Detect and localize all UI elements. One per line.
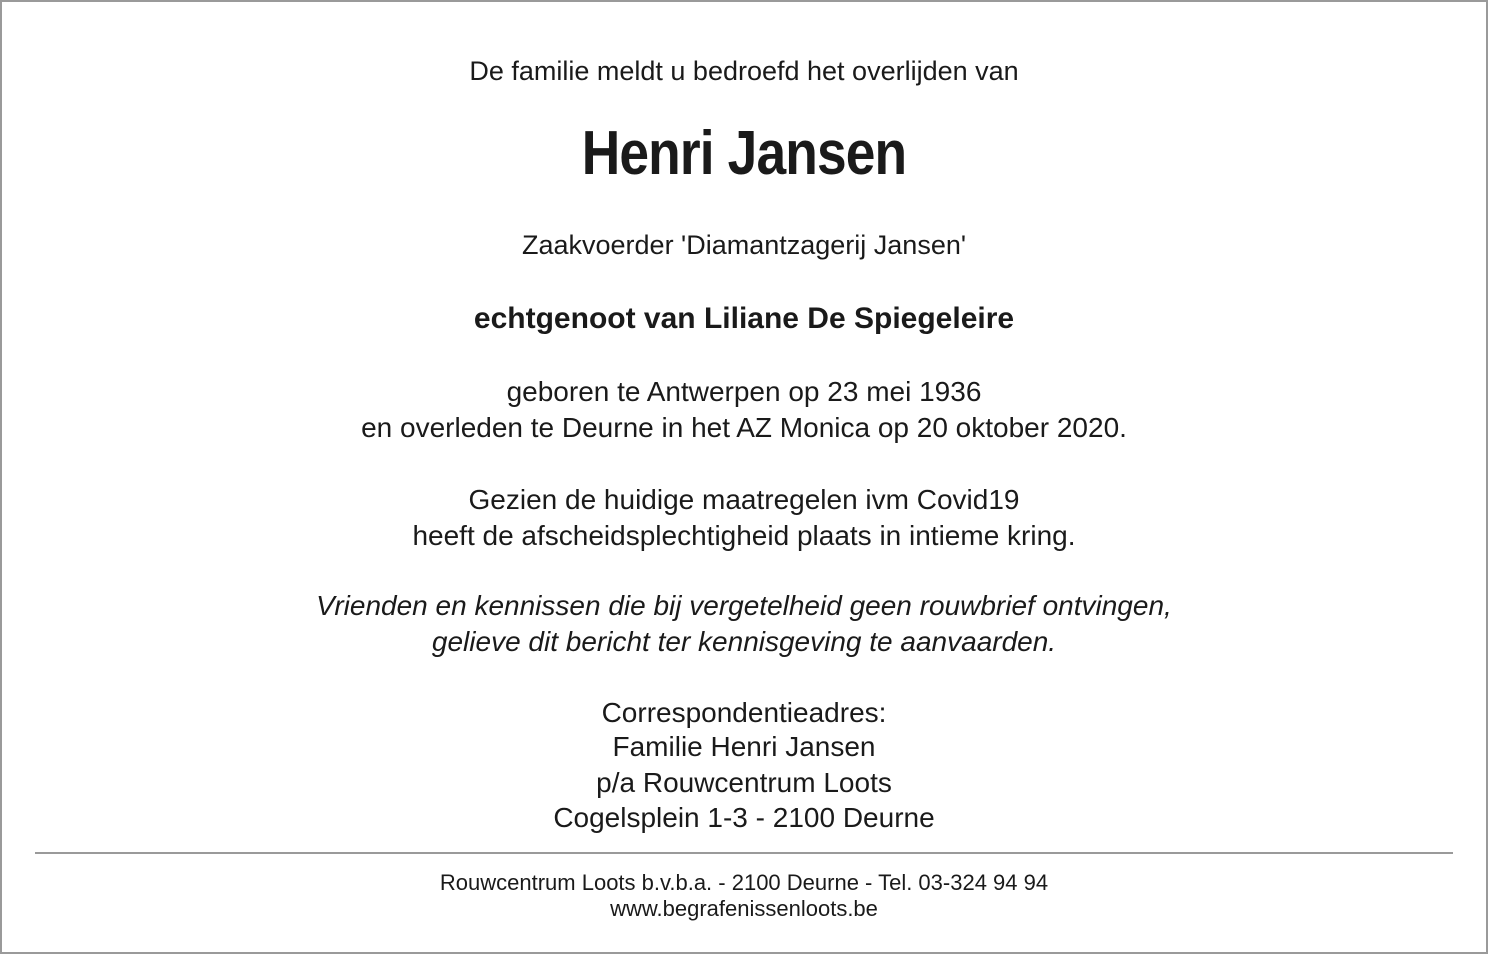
deceased-name: Henri Jansen: [581, 119, 907, 188]
correspondence-line-1: Familie Henri Jansen: [612, 731, 876, 762]
covid-notice-line-2: heeft de afscheidsplechtigheid plaats in intieme kring.: [412, 520, 1076, 551]
footer-website-link[interactable]: www.begrafenissenloots.be: [610, 896, 878, 921]
spouse-text: echtgenoot van Liliane De Spiegeleire: [473, 302, 1015, 335]
footer-company-text: Rouwcentrum Loots b.v.b.a. - 2100 Deurne - Tel. 03-324 94 94: [439, 870, 1049, 895]
death-text: en overleden te Deurne in het AZ Monica op 20 oktober 2020.: [361, 412, 1127, 443]
correspondence-line-3: Cogelsplein 1-3 - 2100 Deurne: [553, 802, 935, 833]
correspondence-heading: Correspondentieadres:: [601, 697, 887, 728]
intro-text: De familie meldt u bedroefd het overlijden van: [469, 56, 1019, 86]
footer-divider: [35, 852, 1453, 854]
covid-notice-line-1: Gezien de huidige maatregelen ivm Covid19: [468, 484, 1020, 515]
birth-text: geboren te Antwerpen op 23 mei 1936: [506, 376, 982, 407]
occupation-text: Zaakvoerder 'Diamantzagerij Jansen': [521, 230, 967, 260]
friends-notice-line-1: Vrienden en kennissen die bij vergetelheid geen rouwbrief ontvingen,: [316, 590, 1172, 621]
friends-notice-line-2: gelieve dit bericht ter kennisgeving te aanvaarden.: [431, 626, 1057, 657]
correspondence-line-2: p/a Rouwcentrum Loots: [596, 767, 892, 798]
